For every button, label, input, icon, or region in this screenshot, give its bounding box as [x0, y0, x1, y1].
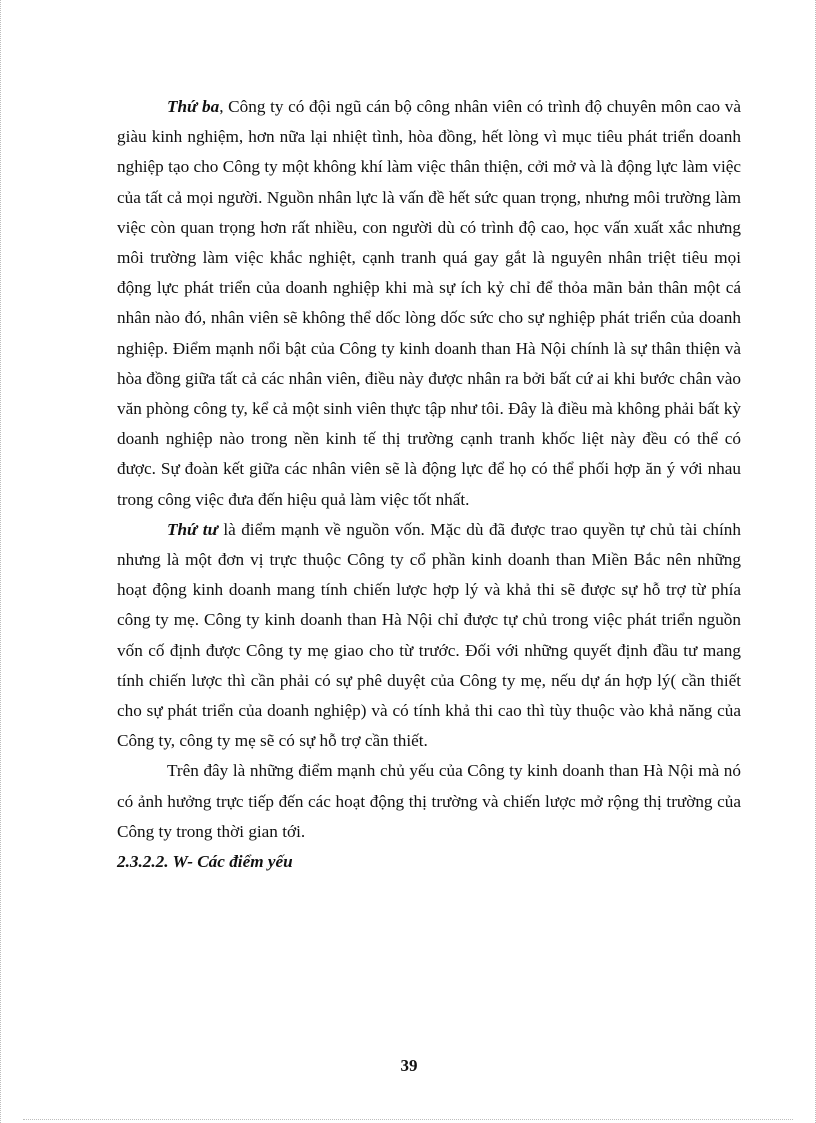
paragraph-text: Trên đây là những điểm mạnh chủ yếu của Công ty kinh doanh than Hà Nội mà nó có ảnh hưởng trực tiếp đến các hoạt động thị trường và chiến lược mở rộng thị trường của Công ty trong thời gian tới. [117, 761, 741, 841]
paragraph-lead: Thứ tư [167, 519, 218, 539]
paragraph-thu-ba [117, 92, 741, 515]
page-bottom-divider [23, 1119, 793, 1120]
paragraph-thu-tu [117, 515, 741, 757]
document-body [117, 92, 741, 877]
paragraph-lead: Thứ ba [167, 97, 220, 116]
paragraph-summary [117, 756, 741, 847]
section-heading: 2.3.2.2. W- Các điểm yếu [117, 852, 293, 872]
paragraph-text: , Công ty có đội ngũ cán bộ công nhân viên có trình độ chuyên môn cao và giàu kinh nghiệm, hơn nữa lại nhiệt tình, hòa đồng, hết lòng vì mục tiêu phát triển doanh nghiệp tạo cho Công ty một không khí làm việc thân thiện, cởi mở và là động lực làm việc của tất cả mọi người. Nguồn nhân lực là vấn đề hết sức quan trọng, nhưng môi trường làm việc còn quan trọng hơn rất nhiều, con người dù có trình độ cao, học vấn xuất xắc nhưng môi trường làm việc khắc nghiệt, cạnh tranh quá gay gắt là nguyên nhân triệt tiêu mọi động lực phát triển của doanh nghiệp khi mà sự ích kỷ chỉ để thỏa mãn bản thân một cá nhân nào đó, nhân viên sẽ không thể dốc lòng dốc sức cho sự nghiệp phát triển của doanh nghiệp. Điểm mạnh nổi bật của Công ty kinh doanh than Hà Nội chính là sự thân thiện và hòa đồng giữa tất cả các nhân viên, điều này được nhân ra bởi bất cứ ai khi bước chân vào văn phòng công ty, kể cả một sinh viên thực tập như tôi. Đây là điều mà không phải bất kỳ doanh nghiệp nào trong nền kinh tế thị trường cạnh tranh khốc liệt này đều có thể có được. Sự đoàn kết giữa các nhân viên sẽ là động lực để họ có thể phối hợp ăn ý với nhau trong công việc đưa đến hiệu quả làm việc tốt nhất. [117, 97, 741, 509]
paragraph-text: là điểm mạnh về nguồn vốn. Mặc dù đã được trao quyền tự chủ tài chính nhưng là một đơn vị trực thuộc Công ty cổ phần kinh doanh than Miền Bắc nên những hoạt động kinh doanh mang tính chiến lược hợp lý và khả thi sẽ được sự hỗ trợ từ phía công ty mẹ. Công ty kinh doanh than Hà Nội chỉ được tự chủ trong việc phát triển nguồn vốn cố định được Công ty mẹ giao cho từ trước. Đối với những quyết định đầu tư mang tính chiến lược thì cần phải có sự phê duyệt của Công ty mẹ, nếu dự án hợp lý( cần thiết cho sự phát triển của doanh nghiệp) và có tính khả thi cao thì tùy thuộc vào khả năng của Công ty, công ty mẹ sẽ có sự hỗ trợ cần thiết. [117, 519, 741, 751]
page-number: 39 [400, 1056, 418, 1075]
